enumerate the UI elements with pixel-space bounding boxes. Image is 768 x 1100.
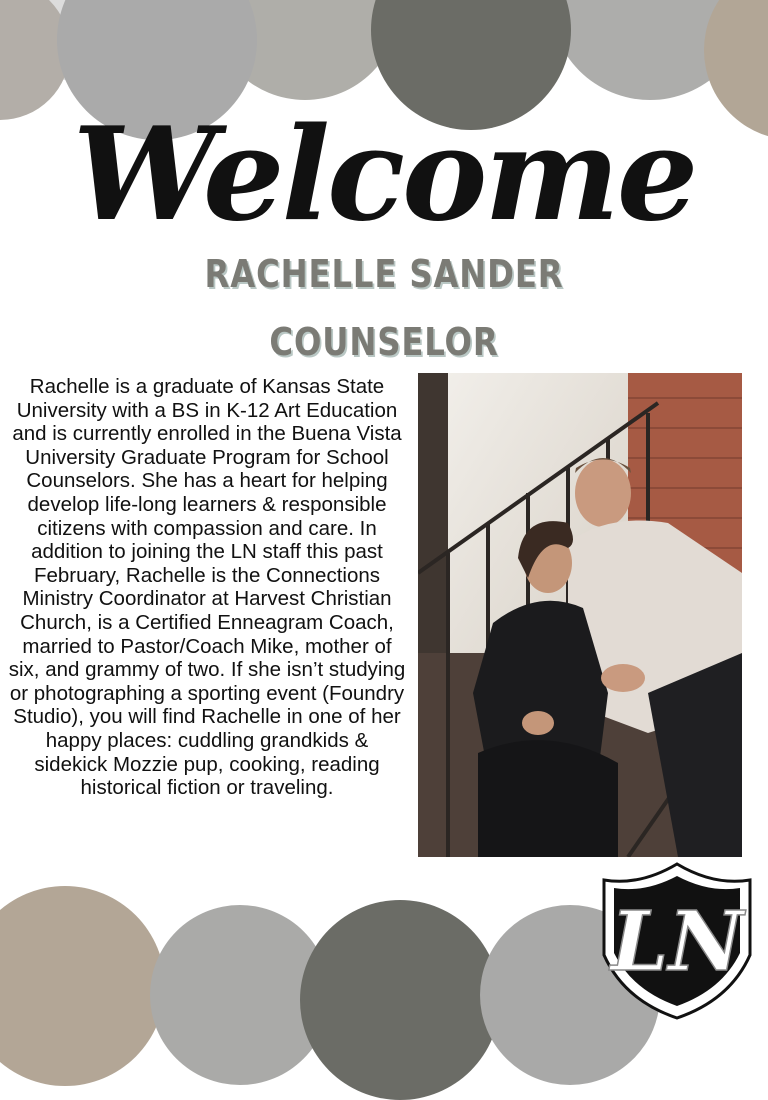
logo-text: LN: [610, 894, 744, 990]
school-logo: [600, 860, 754, 1020]
bio-paragraph: Rachelle is a graduate of Kansas State University with a BS in K-12 Art Education and is currently enrolled in the Buena Vista University Graduate Program for School Counselors. She has a heart for helping develop life-long learners & responsible citizens with compassion and care. In addition to joining the LN staff this past February, Rachelle is the Connections Ministry Coordinator at Harvest Christian Church, is a Certified Enneagram Coach, married to Pastor/Coach Mike, mother of six, and grammy of two. If she isn’t studying or photographing a sporting event (Foundry Studio), you will find Rachelle in one of her happy places: cuddling grandkids & sidekick Mozzie pup, cooking, reading historical fiction or traveling.: [8, 375, 406, 800]
welcome-title: Welcome: [72, 100, 696, 250]
decor-circle-bottom-1: [0, 886, 165, 1086]
couple-photo: [418, 373, 742, 857]
person-name: RACHELLE SANDER: [204, 252, 564, 296]
decor-circle-bottom-3: [300, 900, 500, 1100]
job-title: COUNSELOR: [269, 320, 499, 364]
